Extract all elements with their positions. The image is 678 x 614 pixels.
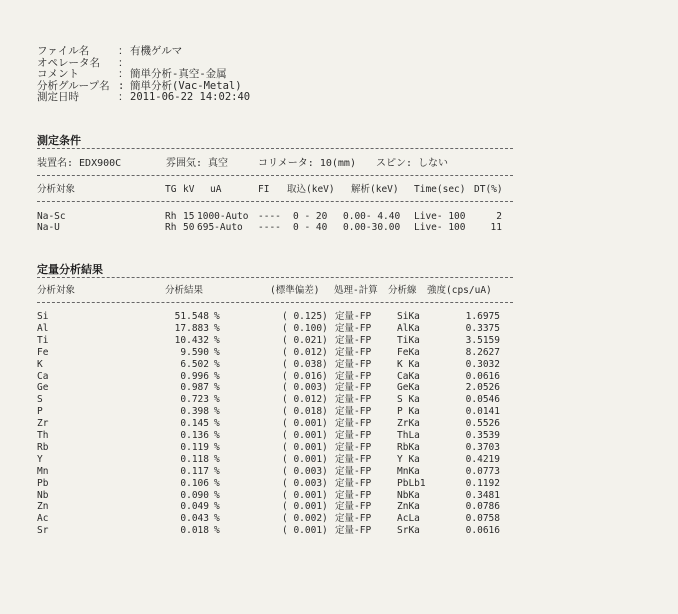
cell-proc: 定量-FP [335,406,372,418]
header-separator: ： [118,45,129,57]
cell-line: ZrKa [397,418,420,430]
cell-ua: 695-Auto [197,222,243,233]
header-value: 2011-06-22 14:02:40 [130,91,251,103]
cell-int: 0.3539 [465,430,500,441]
cell-sd: ( 0.125) [282,311,328,322]
table-row [0,323,678,334]
col-intensity: 強度(cps/uA) [427,285,492,296]
table-row [0,347,678,358]
cell-unit: % [214,489,220,501]
cell-val: 0.145 [180,418,209,430]
cell-int: 0.0141 [465,406,500,418]
col-range: 取込(keV) [287,184,335,195]
col-kv: kV [183,184,195,195]
cell-proc: 定量-FP [335,382,372,394]
cell-proc: 定量-FP [335,418,372,430]
results-header-row [0,285,678,296]
cell-sd: ( 0.003) [282,477,328,489]
header-label: 分析グループ名 [37,79,110,92]
cell-proc: 定量-FP [335,322,372,334]
header-label: ファイル名 [37,45,90,57]
cell-target: Na-Sc [37,211,66,222]
cell-sd: ( 0.002) [282,513,328,525]
cell-tg: Rh [165,222,177,233]
cell-unit: % [214,334,220,346]
cell-int: 0.0758 [465,513,500,525]
cell-line: SiKa [397,311,420,322]
spin-label: スピン: しない [376,158,449,169]
cell-sd: ( 0.003) [282,382,328,394]
cell-val: 0.106 [180,477,209,489]
table-row [0,406,678,417]
cell-val: 9.590 [180,346,209,358]
cell-sd: ( 0.012) [282,346,328,358]
cell-sd: ( 0.038) [282,358,328,370]
cell-line: Y Ka [397,453,420,465]
cell-proc: 定量-FP [335,501,372,513]
cell-val: 0.018 [180,525,209,537]
cell-unit: % [214,406,220,418]
cell-unit: % [214,358,220,370]
cell-unit: % [214,346,220,358]
cell-proc: 定量-FP [335,346,372,358]
cell-dt: 2 [496,211,502,222]
cell-proc: 定量-FP [335,441,372,453]
cell-val: 51.548 [174,311,209,322]
cell-sd: ( 0.016) [282,370,328,382]
cell-unit: % [214,382,220,394]
cell-line: AlKa [397,322,420,334]
cell-el: S [37,394,43,406]
cell-sd: ( 0.012) [282,394,328,406]
col-fi: FI [258,184,270,195]
cell-line: ThLa [397,430,420,441]
col-target: 分析対象 [37,285,76,296]
col-sd: (標準偏差) [270,285,320,296]
cell-time: Live- 100 [414,222,466,233]
divider [37,277,513,278]
divider [37,175,513,176]
table-row [0,382,678,393]
table-row [0,335,678,346]
cell-el: Th [37,430,49,441]
col-ua: uA [210,184,222,195]
cell-kv: 15 [183,211,195,222]
cell-int: 0.1192 [465,477,500,489]
cell-proc: 定量-FP [335,453,372,465]
cell-line: NbKa [397,489,420,501]
cell-sd: ( 0.001) [282,501,328,513]
cell-proc: 定量-FP [335,334,372,346]
table-row [0,525,678,536]
cell-el: Zr [37,418,49,430]
cell-sd: ( 0.021) [282,334,328,346]
cell-el: Fe [37,346,49,358]
cell-sd: ( 0.003) [282,465,328,477]
col-analysis: 解析(keV) [351,184,399,195]
cell-line: FeKa [397,346,420,358]
cell-int: 0.3481 [465,489,500,501]
cell-line: SrKa [397,525,420,537]
cell-line: GeKa [397,382,420,394]
header-value: 簡単分析-真空-金属 [130,68,227,80]
cell-range: 0 - 20 [293,211,328,222]
table-row [0,222,678,233]
cell-el: Nb [37,489,49,501]
col-tg: TG [165,184,177,195]
cell-analysis: 0.00-30.00 [343,222,401,233]
cell-unit: % [214,513,220,525]
cell-line: CaKa [397,370,420,382]
cell-val: 17.883 [174,322,209,334]
table-row [0,454,678,465]
cell-line: AcLa [397,513,420,525]
cell-line: RbKa [397,441,420,453]
col-time: Time(sec) [414,184,466,195]
cell-el: Sr [37,525,49,537]
cell-proc: 定量-FP [335,477,372,489]
cell-kv: 50 [183,222,195,233]
cell-val: 0.118 [180,453,209,465]
col-target: 分析対象 [37,184,76,195]
table-row [0,371,678,382]
measurement-title: 測定条件 [37,134,81,147]
col-result: 分析結果 [165,285,204,296]
cell-int: 0.0773 [465,465,500,477]
atmosphere-label: 雰囲気: 真空 [166,158,229,169]
header-separator: : [118,79,125,92]
cell-el: K [37,358,43,370]
cell-target: Na-U [37,222,60,233]
header-separator: ： [118,56,129,69]
cell-val: 10.432 [174,334,209,346]
cell-int: 0.5526 [465,418,500,430]
cell-unit: % [214,394,220,406]
cell-el: Rb [37,441,49,453]
table-row [0,211,678,222]
cell-unit: % [214,501,220,513]
cell-sd: ( 0.001) [282,418,328,430]
cell-proc: 定量-FP [335,489,372,501]
cell-line: TiKa [397,334,420,346]
cell-tg: Rh [165,211,177,222]
cell-proc: 定量-FP [335,525,372,537]
cell-ua: 1000-Auto [197,211,249,222]
table-row [0,442,678,453]
cell-val: 0.136 [180,430,209,441]
table-row [0,490,678,501]
cell-unit: % [214,311,220,322]
cell-proc: 定量-FP [335,430,372,441]
cell-val: 0.119 [180,441,209,453]
header-label: オペレータ名 [37,56,100,69]
cell-dt: 11 [490,222,502,233]
cell-int: 0.0616 [465,370,500,382]
cell-sd: ( 0.018) [282,406,328,418]
divider [37,302,513,303]
cell-val: 6.502 [180,358,209,370]
cell-el: Pb [37,477,49,489]
header-separator: ： [118,68,129,80]
cell-val: 0.117 [180,465,209,477]
cell-val: 0.723 [180,394,209,406]
cell-analysis: 0.00- 4.40 [343,211,401,222]
cell-time: Live- 100 [414,211,466,222]
cell-int: 3.5159 [465,334,500,346]
cell-fi: ---- [258,222,281,233]
cell-line: S Ka [397,394,420,406]
cell-sd: ( 0.001) [282,525,328,537]
header-label: 測定日時 [37,91,79,103]
device-label: 装置名: EDX900C [37,158,122,169]
header-value: 有機ゲルマ [130,45,183,57]
cell-el: Zn [37,501,49,513]
header-label: コメント [37,68,79,80]
cell-int: 0.3703 [465,441,500,453]
table-row [0,513,678,524]
col-dt: DT(%) [474,184,503,195]
cell-line: ZnKa [397,501,420,513]
cell-int: 0.0546 [465,394,500,406]
cell-int: 1.6975 [465,311,500,322]
cell-el: P [37,406,43,418]
cell-val: 0.996 [180,370,209,382]
cell-val: 0.049 [180,501,209,513]
cell-int: 0.0786 [465,501,500,513]
cell-unit: % [214,525,220,537]
cell-unit: % [214,370,220,382]
table-row [0,501,678,512]
cell-line: K Ka [397,358,420,370]
col-proc: 処理-計算 [334,285,378,296]
cell-el: Ca [37,370,49,382]
cell-int: 8.2627 [465,346,500,358]
cell-el: Ge [37,382,49,394]
col-line: 分析線 [388,285,417,296]
cell-unit: % [214,441,220,453]
cell-sd: ( 0.001) [282,441,328,453]
table-row [0,311,678,322]
cell-el: Ti [37,334,49,346]
divider [37,201,513,202]
table-row [0,466,678,477]
cell-line: MnKa [397,465,420,477]
cell-int: 0.3032 [465,358,500,370]
cell-range: 0 - 40 [293,222,328,233]
cell-int: 0.0616 [465,525,500,537]
results-title: 定量分析結果 [37,263,103,276]
cell-el: Y [37,453,43,465]
cell-int: 2.0526 [465,382,500,394]
table-row [0,418,678,429]
cell-fi: ---- [258,211,281,222]
cell-line: PbLb1 [397,477,426,489]
cell-sd: ( 0.001) [282,453,328,465]
cell-el: Ac [37,513,49,525]
cell-unit: % [214,430,220,441]
table-row [0,478,678,489]
header-separator: ： [118,91,129,103]
table-row [0,394,678,405]
cell-proc: 定量-FP [335,358,372,370]
cell-unit: % [214,322,220,334]
divider [37,148,513,149]
cell-proc: 定量-FP [335,465,372,477]
cell-proc: 定量-FP [335,394,372,406]
cell-val: 0.987 [180,382,209,394]
cell-unit: % [214,477,220,489]
cell-val: 0.090 [180,489,209,501]
cell-proc: 定量-FP [335,513,372,525]
cell-sd: ( 0.100) [282,322,328,334]
cell-sd: ( 0.001) [282,430,328,441]
cell-unit: % [214,418,220,430]
header-value: 簡単分析(Vac-Metal) [130,79,242,92]
cell-proc: 定量-FP [335,370,372,382]
cell-unit: % [214,453,220,465]
cell-val: 0.398 [180,406,209,418]
cell-el: Mn [37,465,49,477]
cell-sd: ( 0.001) [282,489,328,501]
cell-el: Al [37,322,49,334]
table-row [0,359,678,370]
cell-line: P Ka [397,406,420,418]
cell-el: Si [37,311,49,322]
cell-int: 0.3375 [465,322,500,334]
cell-proc: 定量-FP [335,311,372,322]
collimator-label: コリメータ: 10(mm) [258,158,356,169]
cell-unit: % [214,465,220,477]
cell-int: 0.4219 [465,453,500,465]
table-row [0,430,678,441]
cell-val: 0.043 [180,513,209,525]
measurement-header-row [0,184,678,195]
